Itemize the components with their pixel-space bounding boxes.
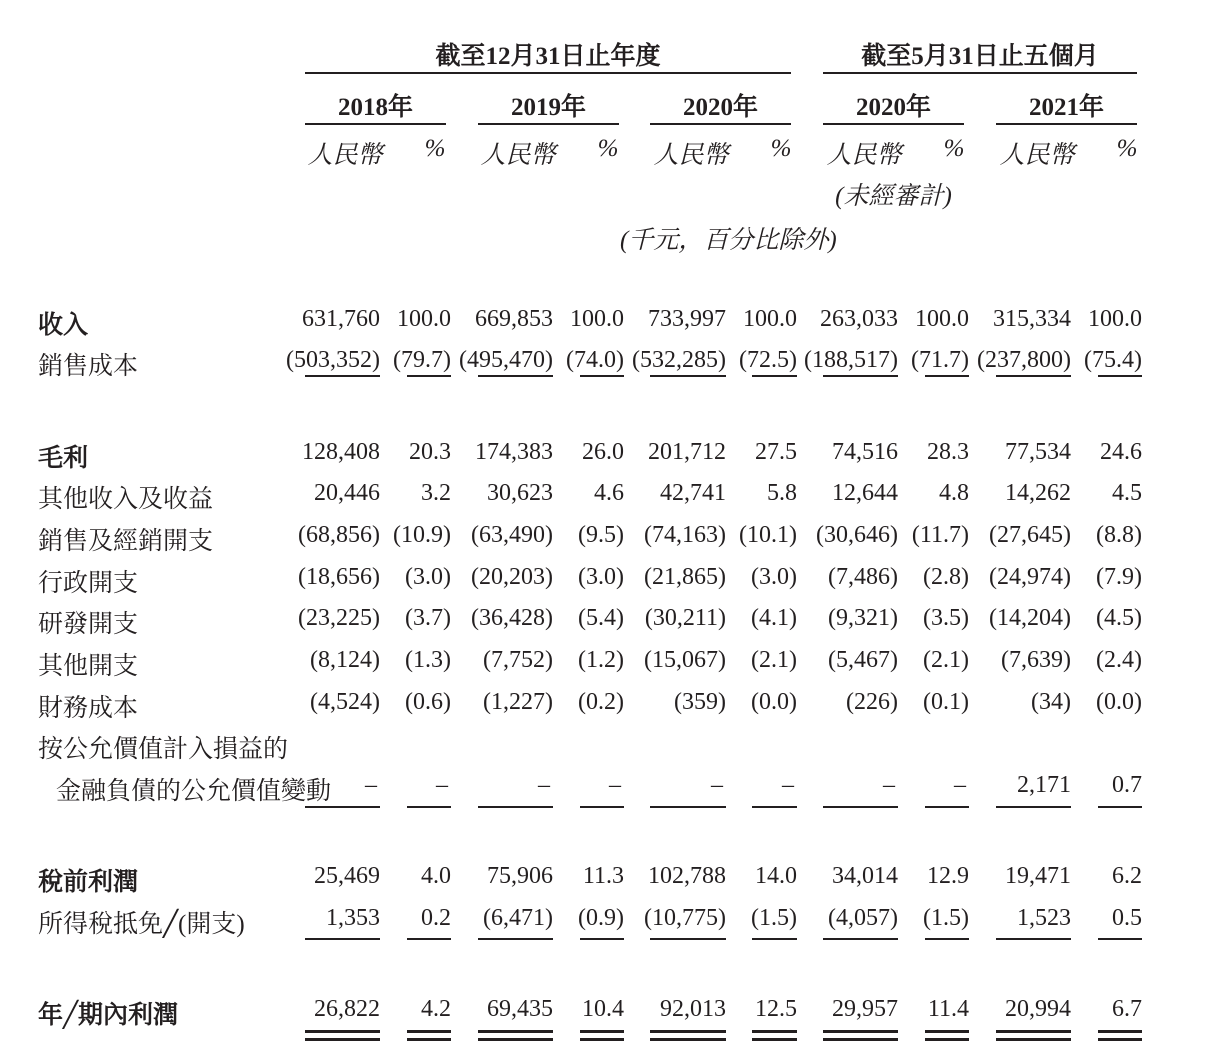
percent-cell: (74.0) xyxy=(566,347,624,373)
amount-cell: (15,067) xyxy=(644,647,726,673)
header-unit-rmb: 人民幣 xyxy=(999,142,1075,169)
amount-cell: 12,644 xyxy=(832,480,898,506)
amount-cell: (1,227) xyxy=(483,689,553,715)
percent-cell: (2.1) xyxy=(923,647,969,673)
percent-cell: – xyxy=(954,772,966,798)
subtotal-underline xyxy=(580,806,624,808)
percent-cell: (9.5) xyxy=(578,522,624,548)
subtotal-underline xyxy=(925,938,969,940)
subtotal-underline xyxy=(650,938,726,940)
amount-cell: (27,645) xyxy=(989,522,1071,548)
subtotal-underline xyxy=(925,806,969,808)
row-label: 研發開支 xyxy=(38,611,139,638)
amount-cell: 34,014 xyxy=(832,863,898,889)
percent-cell: 100.0 xyxy=(743,306,797,332)
amount-cell: – xyxy=(365,772,377,798)
row-label: 其他開支 xyxy=(38,653,139,680)
percent-cell: 6.2 xyxy=(1112,863,1142,889)
total-double-underline xyxy=(305,1030,380,1033)
amount-cell: 29,957 xyxy=(832,996,898,1022)
percent-cell: (4.1) xyxy=(751,605,797,631)
row-label: 財務成本 xyxy=(38,695,139,722)
subtotal-underline xyxy=(823,375,898,377)
percent-cell: 100.0 xyxy=(915,306,969,332)
amount-cell: 174,383 xyxy=(475,439,553,465)
percent-cell: (79.7) xyxy=(393,347,451,373)
amount-cell: (21,865) xyxy=(644,564,726,590)
total-double-underline xyxy=(996,1038,1071,1041)
percent-cell: 3.2 xyxy=(421,480,451,506)
subtotal-underline xyxy=(478,375,553,377)
subtotal-underline xyxy=(752,375,797,377)
percent-cell: 11.3 xyxy=(582,863,624,889)
percent-cell: 4.8 xyxy=(939,480,969,506)
amount-cell: (68,856) xyxy=(298,522,380,548)
percent-cell: (3.5) xyxy=(923,605,969,631)
header-year-rule xyxy=(305,123,446,125)
total-double-underline xyxy=(650,1038,726,1041)
subtotal-underline xyxy=(752,806,797,808)
header-unaudited-note: (未經審計) xyxy=(835,183,952,210)
amount-cell: 263,033 xyxy=(820,306,898,332)
amount-cell: (188,517) xyxy=(804,347,898,373)
row-label: 毛利 xyxy=(38,445,89,472)
header-year-2021-period: 2021年 xyxy=(1028,94,1104,121)
amount-cell: (237,800) xyxy=(977,347,1071,373)
total-double-underline xyxy=(580,1030,624,1033)
subtotal-underline xyxy=(407,938,451,940)
percent-cell: (7.9) xyxy=(1096,564,1142,590)
percent-cell: (4.5) xyxy=(1096,605,1142,631)
row-label: 按公允價值計入損益的 xyxy=(38,736,289,763)
header-unit-pct: % xyxy=(943,135,965,162)
amount-cell: (63,490) xyxy=(471,522,553,548)
total-double-underline xyxy=(1098,1038,1142,1041)
amount-cell: 75,906 xyxy=(487,863,553,889)
amount-cell: (18,656) xyxy=(298,564,380,590)
total-double-underline xyxy=(478,1038,553,1041)
percent-cell: (11.7) xyxy=(911,522,969,548)
percent-cell: 100.0 xyxy=(397,306,451,332)
amount-cell: 14,262 xyxy=(1005,480,1071,506)
percent-cell: 100.0 xyxy=(570,306,624,332)
amount-cell: (8,124) xyxy=(310,647,380,673)
amount-cell: 69,435 xyxy=(487,996,553,1022)
subtotal-underline xyxy=(823,938,898,940)
percent-cell: 20.3 xyxy=(409,439,451,465)
percent-cell: 14.0 xyxy=(755,863,797,889)
percent-cell: 0.2 xyxy=(421,905,451,931)
amount-cell: (7,486) xyxy=(828,564,898,590)
amount-cell: (359) xyxy=(674,689,726,715)
amount-cell: 25,469 xyxy=(314,863,380,889)
subtotal-underline xyxy=(996,938,1071,940)
subtotal-underline xyxy=(1098,375,1142,377)
subtotal-underline xyxy=(407,806,451,808)
percent-cell: (8.8) xyxy=(1096,522,1142,548)
total-double-underline xyxy=(305,1038,380,1041)
total-double-underline xyxy=(925,1030,969,1033)
amount-cell: 1,523 xyxy=(1017,905,1071,931)
percent-cell: 4.6 xyxy=(594,480,624,506)
percent-cell: – xyxy=(782,772,794,798)
amount-cell: (4,524) xyxy=(310,689,380,715)
percent-cell: 4.5 xyxy=(1112,480,1142,506)
percent-cell: 4.0 xyxy=(421,863,451,889)
percent-cell: (2.4) xyxy=(1096,647,1142,673)
header-group-period: 截至5月31日止五個月 xyxy=(861,43,1099,70)
amount-cell: 42,741 xyxy=(660,480,726,506)
amount-cell: – xyxy=(883,772,895,798)
amount-cell: – xyxy=(711,772,723,798)
percent-cell: 27.5 xyxy=(755,439,797,465)
subtotal-underline xyxy=(478,806,553,808)
percent-cell: (72.5) xyxy=(739,347,797,373)
header-unit-rmb: 人民幣 xyxy=(653,142,729,169)
amount-cell: 74,516 xyxy=(832,439,898,465)
header-unit-rmb: 人民幣 xyxy=(826,142,902,169)
total-double-underline xyxy=(1098,1030,1142,1033)
subtotal-underline xyxy=(305,938,380,940)
percent-cell: 28.3 xyxy=(927,439,969,465)
header-units-note: (千元，百分比除外) xyxy=(620,227,837,254)
amount-cell: – xyxy=(538,772,550,798)
amount-cell: 128,408 xyxy=(302,439,380,465)
subtotal-underline xyxy=(752,938,797,940)
header-year-2020-period: 2020年 xyxy=(855,94,931,121)
header-group-year-rule xyxy=(305,72,791,74)
amount-cell: (23,225) xyxy=(298,605,380,631)
subtotal-underline xyxy=(996,375,1071,377)
total-double-underline xyxy=(823,1038,898,1041)
percent-cell: 24.6 xyxy=(1100,439,1142,465)
amount-cell: 102,788 xyxy=(648,863,726,889)
percent-cell: 0.7 xyxy=(1112,772,1142,798)
row-label: 收入 xyxy=(38,312,89,339)
percent-cell: (3.0) xyxy=(578,564,624,590)
percent-cell: (3.0) xyxy=(751,564,797,590)
row-label: 其他收入及收益 xyxy=(38,486,214,513)
percent-cell: (0.0) xyxy=(751,689,797,715)
amount-cell: (30,646) xyxy=(816,522,898,548)
percent-cell: 12.5 xyxy=(755,996,797,1022)
total-double-underline xyxy=(580,1038,624,1041)
percent-cell: (10.1) xyxy=(739,522,797,548)
percent-cell: (3.0) xyxy=(405,564,451,590)
percent-cell: (1.5) xyxy=(751,905,797,931)
percent-cell: (0.0) xyxy=(1096,689,1142,715)
row-label: 銷售及經銷開支 xyxy=(38,528,214,555)
total-double-underline xyxy=(925,1038,969,1041)
header-year-rule xyxy=(996,123,1137,125)
percent-cell: (75.4) xyxy=(1084,347,1142,373)
subtotal-underline xyxy=(1098,806,1142,808)
total-double-underline xyxy=(478,1030,553,1033)
header-year-2018: 2018年 xyxy=(337,94,413,121)
percent-cell: 10.4 xyxy=(582,996,624,1022)
amount-cell: (532,285) xyxy=(632,347,726,373)
subtotal-underline xyxy=(478,938,553,940)
amount-cell: 30,623 xyxy=(487,480,553,506)
amount-cell: (6,471) xyxy=(483,905,553,931)
amount-cell: (30,211) xyxy=(644,605,726,631)
amount-cell: (5,467) xyxy=(828,647,898,673)
amount-cell: 26,822 xyxy=(314,996,380,1022)
amount-cell: (4,057) xyxy=(828,905,898,931)
amount-cell: 20,994 xyxy=(1005,996,1071,1022)
amount-cell: (7,639) xyxy=(1001,647,1071,673)
percent-cell: (1.2) xyxy=(578,647,624,673)
row-label: 行政開支 xyxy=(38,570,139,597)
percent-cell: 11.4 xyxy=(927,996,969,1022)
amount-cell: (7,752) xyxy=(483,647,553,673)
total-double-underline xyxy=(752,1030,797,1033)
percent-cell: 100.0 xyxy=(1088,306,1142,332)
amount-cell: 669,853 xyxy=(475,306,553,332)
amount-cell: 20,446 xyxy=(314,480,380,506)
percent-cell: (1.3) xyxy=(405,647,451,673)
percent-cell: (71.7) xyxy=(911,347,969,373)
row-label: 金融負債的公允價值變動 xyxy=(56,778,332,805)
percent-cell: (0.6) xyxy=(405,689,451,715)
amount-cell: 201,712 xyxy=(648,439,726,465)
percent-cell: (0.9) xyxy=(578,905,624,931)
total-double-underline xyxy=(407,1030,451,1033)
percent-cell: (0.2) xyxy=(578,689,624,715)
amount-cell: (20,203) xyxy=(471,564,553,590)
header-unit-rmb: 人民幣 xyxy=(480,142,556,169)
amount-cell: 733,997 xyxy=(648,306,726,332)
total-double-underline xyxy=(407,1038,451,1041)
header-group-year: 截至12月31日止年度 xyxy=(435,43,661,70)
amount-cell: 77,534 xyxy=(1005,439,1071,465)
header-unit-pct: % xyxy=(597,135,619,162)
total-double-underline xyxy=(996,1030,1071,1033)
amount-cell: (495,470) xyxy=(459,347,553,373)
row-label: 年╱期內利潤 xyxy=(38,1002,179,1029)
total-double-underline xyxy=(752,1038,797,1041)
amount-cell: (14,204) xyxy=(989,605,1071,631)
subtotal-underline xyxy=(823,806,898,808)
percent-cell: (10.9) xyxy=(393,522,451,548)
header-year-2019: 2019年 xyxy=(510,94,586,121)
percent-cell: (3.7) xyxy=(405,605,451,631)
header-unit-pct: % xyxy=(1116,135,1138,162)
percent-cell: 5.8 xyxy=(767,480,797,506)
subtotal-underline xyxy=(580,375,624,377)
subtotal-underline xyxy=(580,938,624,940)
amount-cell: (226) xyxy=(846,689,898,715)
amount-cell: (34) xyxy=(1031,689,1071,715)
header-year-rule xyxy=(650,123,791,125)
subtotal-underline xyxy=(650,806,726,808)
percent-cell: (2.1) xyxy=(751,647,797,673)
header-unit-pct: % xyxy=(770,135,792,162)
percent-cell: 4.2 xyxy=(421,996,451,1022)
percent-cell: 0.5 xyxy=(1112,905,1142,931)
subtotal-underline xyxy=(407,375,451,377)
header-unit-rmb: 人民幣 xyxy=(307,142,383,169)
amount-cell: 19,471 xyxy=(1005,863,1071,889)
header-group-period-rule xyxy=(823,72,1137,74)
percent-cell: 12.9 xyxy=(927,863,969,889)
percent-cell: 6.7 xyxy=(1112,996,1142,1022)
subtotal-underline xyxy=(305,806,380,808)
subtotal-underline xyxy=(305,375,380,377)
header-year-rule xyxy=(823,123,964,125)
row-label: 稅前利潤 xyxy=(38,869,139,896)
amount-cell: (36,428) xyxy=(471,605,553,631)
header-year-rule xyxy=(478,123,619,125)
row-label: 銷售成本 xyxy=(38,353,139,380)
total-double-underline xyxy=(823,1030,898,1033)
percent-cell: (2.8) xyxy=(923,564,969,590)
header-year-2020: 2020年 xyxy=(682,94,758,121)
percent-cell: (1.5) xyxy=(923,905,969,931)
amount-cell: 1,353 xyxy=(326,905,380,931)
subtotal-underline xyxy=(996,806,1071,808)
subtotal-underline xyxy=(650,375,726,377)
amount-cell: (24,974) xyxy=(989,564,1071,590)
subtotal-underline xyxy=(1098,938,1142,940)
row-label: 所得稅抵免╱(開支) xyxy=(38,911,245,938)
amount-cell: (503,352) xyxy=(286,347,380,373)
amount-cell: 631,760 xyxy=(302,306,380,332)
amount-cell: 315,334 xyxy=(993,306,1071,332)
amount-cell: 2,171 xyxy=(1017,772,1071,798)
amount-cell: (9,321) xyxy=(828,605,898,631)
header-unit-pct: % xyxy=(424,135,446,162)
amount-cell: 92,013 xyxy=(660,996,726,1022)
percent-cell: – xyxy=(609,772,621,798)
subtotal-underline xyxy=(925,375,969,377)
percent-cell: 26.0 xyxy=(582,439,624,465)
amount-cell: (74,163) xyxy=(644,522,726,548)
total-double-underline xyxy=(650,1030,726,1033)
percent-cell: (0.1) xyxy=(923,689,969,715)
percent-cell: (5.4) xyxy=(578,605,624,631)
percent-cell: – xyxy=(436,772,448,798)
amount-cell: (10,775) xyxy=(644,905,726,931)
